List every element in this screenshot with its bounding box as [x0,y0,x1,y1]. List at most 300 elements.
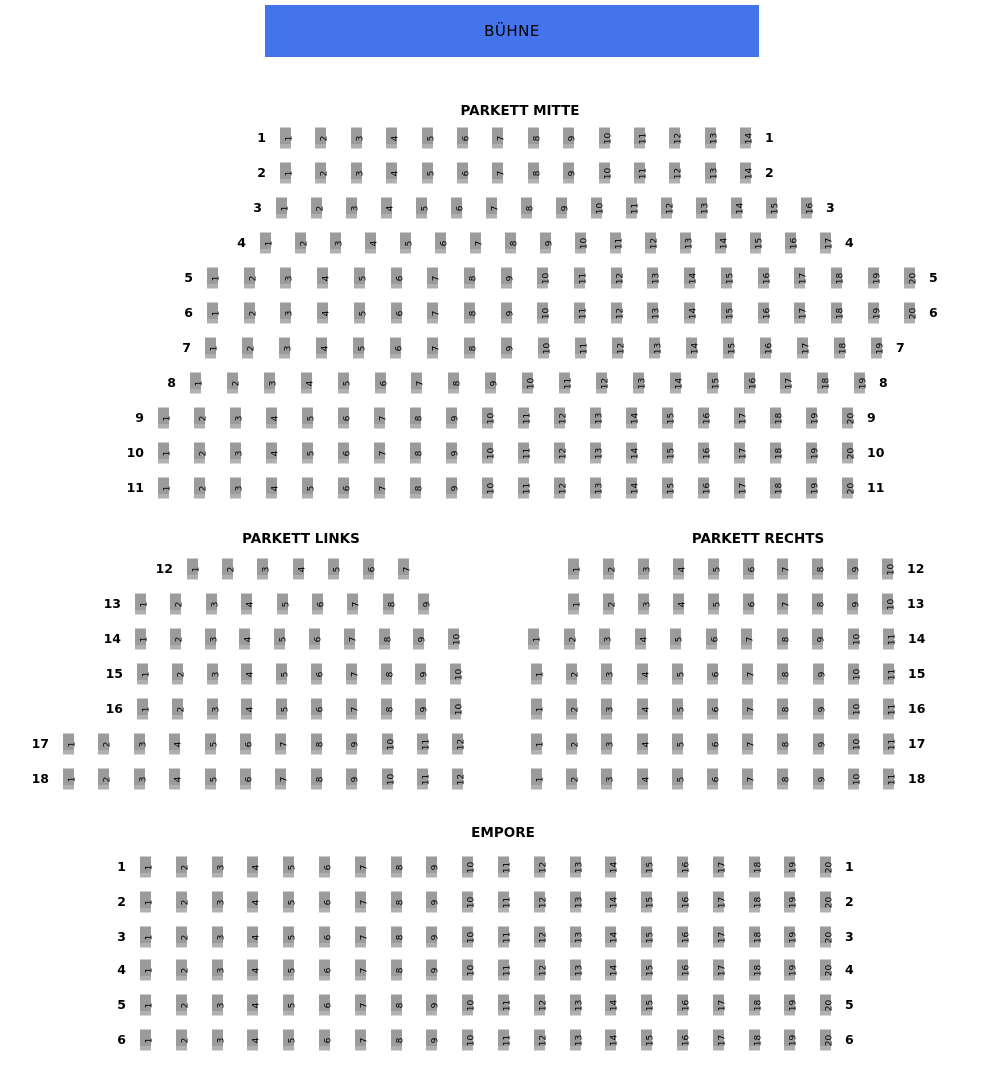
seat[interactable] [817,373,831,394]
seat[interactable] [239,629,253,650]
seat[interactable] [605,857,619,878]
seat[interactable] [706,629,720,650]
seat[interactable] [677,960,691,981]
seat[interactable] [410,478,424,499]
seat[interactable] [784,857,798,878]
seat[interactable] [883,699,897,720]
seat[interactable] [770,408,784,429]
seat[interactable] [883,734,897,755]
seat[interactable] [140,927,154,948]
seat[interactable] [566,734,580,755]
seat[interactable] [633,373,647,394]
seat[interactable] [677,857,691,878]
seat[interactable] [266,443,280,464]
seat[interactable] [277,594,291,615]
seat[interactable] [591,198,605,219]
seat[interactable] [734,478,748,499]
seat[interactable] [240,769,254,790]
seat[interactable] [904,268,918,289]
seat[interactable] [140,857,154,878]
seat[interactable] [391,892,405,913]
seat[interactable] [390,338,404,359]
seat[interactable] [564,629,578,650]
seat[interactable] [785,233,799,254]
seat[interactable] [574,303,588,324]
seat[interactable] [422,163,436,184]
seat[interactable] [744,373,758,394]
seat[interactable] [777,734,791,755]
seat[interactable] [672,664,686,685]
seat[interactable] [806,443,820,464]
seat[interactable] [462,1030,476,1051]
seat[interactable] [686,338,700,359]
seat[interactable] [537,303,551,324]
seat[interactable] [176,927,190,948]
seat[interactable] [212,857,226,878]
seat[interactable] [777,594,791,615]
seat[interactable] [135,594,149,615]
seat[interactable] [426,995,440,1016]
seat[interactable] [707,734,721,755]
seat[interactable] [135,629,149,650]
seat[interactable] [242,338,256,359]
seat[interactable] [820,857,834,878]
seat[interactable] [749,927,763,948]
seat[interactable] [677,892,691,913]
seat[interactable] [241,699,255,720]
seat[interactable] [696,198,710,219]
seat[interactable] [319,927,333,948]
seat[interactable] [590,408,604,429]
seat[interactable] [98,734,112,755]
seat[interactable] [280,163,294,184]
seat[interactable] [731,198,745,219]
seat[interactable] [207,268,221,289]
seat[interactable] [601,699,615,720]
seat[interactable] [570,892,584,913]
seat[interactable] [446,443,460,464]
seat[interactable] [638,559,652,580]
seat[interactable] [603,559,617,580]
seat[interactable] [140,995,154,1016]
seat[interactable] [355,960,369,981]
seat[interactable] [596,373,610,394]
seat[interactable] [227,373,241,394]
seat[interactable] [482,478,496,499]
seat[interactable] [749,960,763,981]
seat[interactable] [707,373,721,394]
seat[interactable] [158,443,172,464]
seat[interactable] [382,769,396,790]
seat[interactable] [672,734,686,755]
seat[interactable] [375,373,389,394]
seat[interactable] [247,927,261,948]
seat[interactable] [446,478,460,499]
seat[interactable] [176,995,190,1016]
seat[interactable] [612,338,626,359]
seat[interactable] [521,198,535,219]
seat[interactable] [641,892,655,913]
seat[interactable] [247,857,261,878]
seat[interactable] [590,443,604,464]
seat[interactable] [355,927,369,948]
seat[interactable] [883,629,897,650]
seat[interactable] [641,857,655,878]
seat[interactable] [734,408,748,429]
seat[interactable] [212,892,226,913]
seat[interactable] [740,163,754,184]
seat[interactable] [777,559,791,580]
seat[interactable] [742,664,756,685]
seat[interactable] [400,233,414,254]
seat[interactable] [742,734,756,755]
seat[interactable] [662,478,676,499]
seat[interactable] [452,734,466,755]
seat[interactable] [882,559,896,580]
seat[interactable] [662,408,676,429]
seat[interactable] [904,303,918,324]
seat[interactable] [566,664,580,685]
seat[interactable] [355,892,369,913]
seat[interactable] [346,769,360,790]
seat[interactable] [464,268,478,289]
seat[interactable] [501,303,515,324]
seat[interactable] [605,927,619,948]
seat[interactable] [398,559,412,580]
seat[interactable] [338,408,352,429]
seat[interactable] [427,338,441,359]
seat[interactable] [848,664,862,685]
seat[interactable] [831,303,845,324]
seat[interactable] [742,769,756,790]
seat[interactable] [672,699,686,720]
seat[interactable] [812,594,826,615]
seat[interactable] [422,128,436,149]
seat[interactable] [518,478,532,499]
seat[interactable] [498,995,512,1016]
seat[interactable] [713,927,727,948]
seat[interactable] [391,857,405,878]
seat[interactable] [842,443,856,464]
seat[interactable] [570,995,584,1016]
seat[interactable] [426,892,440,913]
seat[interactable] [244,303,258,324]
seat[interactable] [610,233,624,254]
seat[interactable] [570,927,584,948]
seat[interactable] [708,594,722,615]
seat[interactable] [462,892,476,913]
seat[interactable] [770,478,784,499]
seat[interactable] [570,960,584,981]
seat[interactable] [230,443,244,464]
seat[interactable] [452,769,466,790]
seat[interactable] [240,734,254,755]
seat[interactable] [134,769,148,790]
seat[interactable] [172,699,186,720]
seat[interactable] [601,664,615,685]
seat[interactable] [244,268,258,289]
seat[interactable] [534,927,548,948]
seat[interactable] [301,373,315,394]
seat[interactable] [641,1030,655,1051]
seat[interactable] [820,1030,834,1051]
seat[interactable] [492,128,506,149]
seat[interactable] [448,373,462,394]
seat[interactable] [554,443,568,464]
seat[interactable] [637,734,651,755]
seat[interactable] [635,629,649,650]
seat[interactable] [137,699,151,720]
seat[interactable] [605,960,619,981]
seat[interactable] [319,892,333,913]
seat[interactable] [599,629,613,650]
seat[interactable] [498,960,512,981]
seat[interactable] [462,927,476,948]
seat[interactable] [749,1030,763,1051]
seat[interactable] [698,443,712,464]
seat[interactable] [383,594,397,615]
seat[interactable] [708,559,722,580]
seat[interactable] [280,128,294,149]
seat[interactable] [446,408,460,429]
seat[interactable] [626,478,640,499]
seat[interactable] [750,233,764,254]
seat[interactable] [283,927,297,948]
seat[interactable] [158,478,172,499]
seat[interactable] [169,734,183,755]
seat[interactable] [662,443,676,464]
seat[interactable] [330,233,344,254]
seat[interactable] [677,1030,691,1051]
seat[interactable] [603,594,617,615]
seat[interactable] [427,303,441,324]
seat[interactable] [707,664,721,685]
seat[interactable] [205,769,219,790]
seat[interactable] [820,995,834,1016]
seat[interactable] [417,734,431,755]
seat[interactable] [684,268,698,289]
seat[interactable] [315,128,329,149]
seat[interactable] [280,303,294,324]
seat[interactable] [247,892,261,913]
seat[interactable] [451,198,465,219]
seat[interactable] [482,443,496,464]
seat[interactable] [522,373,536,394]
seat[interactable] [230,408,244,429]
seat[interactable] [534,1030,548,1051]
seat[interactable] [661,198,675,219]
seat[interactable] [415,664,429,685]
seat[interactable] [417,769,431,790]
seat[interactable] [260,233,274,254]
seat[interactable] [743,594,757,615]
seat[interactable] [758,268,772,289]
seat[interactable] [338,373,352,394]
seat[interactable] [505,233,519,254]
seat[interactable] [346,198,360,219]
seat[interactable] [605,1030,619,1051]
seat[interactable] [413,629,427,650]
seat[interactable] [883,769,897,790]
seat[interactable] [486,198,500,219]
seat[interactable] [842,478,856,499]
seat[interactable] [206,594,220,615]
seat[interactable] [698,408,712,429]
seat[interactable] [777,629,791,650]
seat[interactable] [794,303,808,324]
seat[interactable] [743,559,757,580]
seat[interactable] [172,664,186,685]
seat[interactable] [820,927,834,948]
seat[interactable] [63,734,77,755]
seat[interactable] [780,373,794,394]
seat[interactable] [637,769,651,790]
seat[interactable] [740,128,754,149]
seat[interactable] [713,1030,727,1051]
seat[interactable] [540,233,554,254]
seat[interactable] [677,995,691,1016]
seat[interactable] [705,128,719,149]
seat[interactable] [351,128,365,149]
seat[interactable] [784,1030,798,1051]
seat[interactable] [374,443,388,464]
seat[interactable] [601,769,615,790]
seat[interactable] [427,268,441,289]
seat[interactable] [279,338,293,359]
seat[interactable] [647,303,661,324]
seat[interactable] [777,769,791,790]
seat[interactable] [381,198,395,219]
seat[interactable] [637,699,651,720]
seat[interactable] [758,303,772,324]
seat[interactable] [309,629,323,650]
seat[interactable] [848,769,862,790]
seat[interactable] [531,699,545,720]
seat[interactable] [346,734,360,755]
seat[interactable] [721,303,735,324]
seat[interactable] [311,699,325,720]
seat[interactable] [283,857,297,878]
seat[interactable] [680,233,694,254]
seat[interactable] [715,233,729,254]
seat[interactable] [611,303,625,324]
seat[interactable] [280,268,294,289]
seat[interactable] [264,373,278,394]
seat[interactable] [641,995,655,1016]
seat[interactable] [871,338,885,359]
seat[interactable] [645,233,659,254]
seat[interactable] [847,594,861,615]
seat[interactable] [498,1030,512,1051]
seat[interactable] [777,664,791,685]
seat[interactable] [554,408,568,429]
seat[interactable] [140,1030,154,1051]
seat[interactable] [212,927,226,948]
seat[interactable] [820,233,834,254]
seat[interactable] [485,373,499,394]
seat[interactable] [435,233,449,254]
seat[interactable] [848,734,862,755]
seat[interactable] [501,268,515,289]
seat[interactable] [806,408,820,429]
seat[interactable] [534,892,548,913]
seat[interactable] [450,699,464,720]
seat[interactable] [492,163,506,184]
seat[interactable] [820,960,834,981]
seat[interactable] [575,233,589,254]
seat[interactable] [673,559,687,580]
seat[interactable] [570,857,584,878]
seat[interactable] [353,338,367,359]
seat[interactable] [749,892,763,913]
seat[interactable] [257,559,271,580]
seat[interactable] [760,338,774,359]
seat[interactable] [347,594,361,615]
seat[interactable] [599,128,613,149]
seat[interactable] [464,338,478,359]
seat[interactable] [176,857,190,878]
seat[interactable] [311,198,325,219]
seat[interactable] [634,163,648,184]
seat[interactable] [813,734,827,755]
seat[interactable] [707,769,721,790]
seat[interactable] [274,629,288,650]
seat[interactable] [721,268,735,289]
seat[interactable] [566,699,580,720]
seat[interactable] [784,892,798,913]
seat[interactable] [344,629,358,650]
seat[interactable] [354,268,368,289]
seat[interactable] [847,559,861,580]
seat[interactable] [563,163,577,184]
seat[interactable] [381,664,395,685]
seat[interactable] [723,338,737,359]
seat[interactable] [98,769,112,790]
seat[interactable] [705,163,719,184]
seat[interactable] [247,960,261,981]
seat[interactable] [599,163,613,184]
seat[interactable] [391,303,405,324]
seat[interactable] [207,664,221,685]
seat[interactable] [713,960,727,981]
seat[interactable] [770,443,784,464]
seat[interactable] [205,734,219,755]
seat[interactable] [848,699,862,720]
seat[interactable] [283,1030,297,1051]
seat[interactable] [266,478,280,499]
seat[interactable] [266,408,280,429]
seat[interactable] [391,960,405,981]
seat[interactable] [140,960,154,981]
seat[interactable] [605,995,619,1016]
seat[interactable] [275,734,289,755]
seat[interactable] [528,128,542,149]
seat[interactable] [351,163,365,184]
seat[interactable] [316,338,330,359]
seat[interactable] [379,629,393,650]
seat[interactable] [276,198,290,219]
seat[interactable] [638,594,652,615]
seat[interactable] [538,338,552,359]
seat[interactable] [319,995,333,1016]
seat[interactable] [411,373,425,394]
seat[interactable] [355,1030,369,1051]
seat[interactable] [742,699,756,720]
seat[interactable] [386,163,400,184]
seat[interactable] [190,373,204,394]
seat[interactable] [205,629,219,650]
seat[interactable] [328,559,342,580]
